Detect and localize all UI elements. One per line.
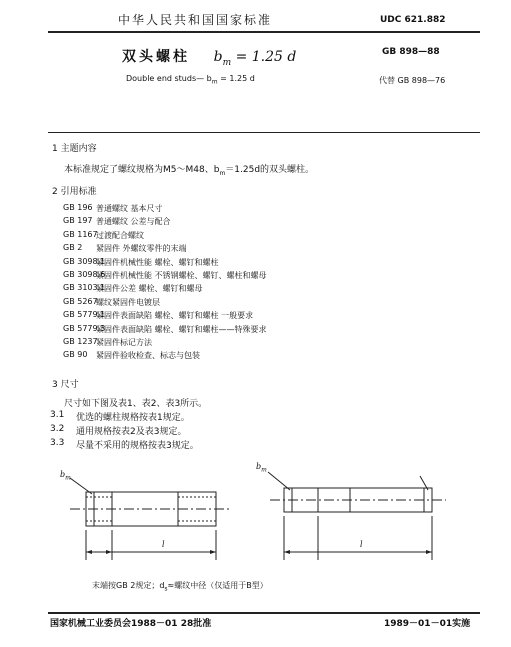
title-formula-b: b	[213, 49, 223, 65]
figure-note-sub: s	[164, 585, 168, 593]
reference-title: 螺纹紧固件电镀层	[96, 297, 160, 307]
reference-code: GB 90	[63, 350, 88, 360]
udc-code: UDC 621.882	[380, 15, 446, 25]
reference-code: GB 5267	[63, 296, 98, 306]
issuing-authority: 中华人民共和国国家标准	[118, 13, 273, 27]
dims-item-text: 尽量不采用的规格按表3规定。	[76, 441, 199, 451]
reference-code: GB 2	[63, 243, 83, 253]
figure-note	[92, 580, 268, 593]
reference-code: GB 5779.3	[63, 323, 106, 333]
dims-item-number: 3.2	[50, 424, 65, 434]
reference-code: GB 5779.1	[63, 310, 106, 320]
stud-type-b	[268, 472, 446, 560]
figure-note-rest: ≈螺纹中径（仅适用于B型）	[167, 581, 268, 590]
reference-title: 过渡配合螺纹	[96, 230, 144, 240]
section-refs-heading: 2 引用标准	[52, 187, 97, 197]
title-formula-sub: m	[222, 57, 232, 68]
replaces-standard: 代替 GB 898—76	[379, 76, 446, 85]
reference-code: GB 1167	[63, 229, 98, 239]
dims-item-number: 3.3	[50, 438, 65, 448]
left-callout-sub: m	[65, 474, 71, 482]
dim-l-right: l	[360, 540, 363, 549]
scope-text-sub: m	[219, 169, 226, 177]
reference-title: 紧固件标记方法	[96, 338, 152, 347]
standard-number: GB 898—88	[382, 47, 440, 57]
dims-intro: 尺寸如下图及表1、表2、表3所示。	[64, 399, 208, 409]
section-scope-heading: 1 主题内容	[52, 144, 97, 154]
scope-text-rest: ＝1.25d的双头螺柱。	[225, 165, 315, 175]
dim-l-left: l	[162, 540, 165, 549]
footer-rule	[48, 612, 480, 614]
dims-item-text: 通用规格按表2及表3规定。	[76, 427, 187, 437]
reference-code: GB 197	[63, 216, 93, 226]
reference-code: GB 3103.1	[63, 283, 106, 293]
reference-code: GB 196	[63, 203, 93, 212]
right-callout-b: b	[256, 462, 262, 471]
section-dims-heading: 3 尺寸	[52, 380, 79, 390]
dims-item-text: 优选的螺柱规格按表1规定。	[76, 413, 190, 423]
left-callout-label	[60, 470, 71, 482]
reference-title: 紧固件验收检查、标志与包装	[96, 351, 200, 361]
title-formula-rest: = 1.25 d	[231, 49, 297, 65]
dims-item-number: 3.1	[50, 410, 65, 420]
reference-title: 紧固件 外螺纹零件的末端	[96, 244, 187, 254]
title-chinese: 双头螺柱	[122, 49, 190, 65]
reference-code: GB 3098.1	[63, 256, 106, 266]
reference-title: 紧固件表面缺陷 螺栓、螺钉和螺柱 一般要求	[96, 311, 254, 321]
left-callout-b: b	[60, 470, 66, 479]
english-title-main: Double end studs— b	[126, 74, 212, 83]
reference-title: 紧固件机械性能 螺栓、螺钉和螺柱	[96, 257, 219, 267]
reference-title: 紧固件表面缺陷 螺栓、螺钉和螺柱——特殊要求	[96, 324, 267, 334]
scope-text-main: 本标准规定了螺纹规格为M5～M48、b	[64, 165, 220, 175]
stud-type-a	[70, 478, 230, 560]
reference-code: GB 1237	[63, 337, 98, 346]
reference-title: 普通螺纹 公差与配合	[96, 217, 171, 227]
reference-code: GB 3098.6	[63, 270, 106, 279]
approval-line: 国家机械工业委员会1988－01 28批准	[50, 619, 212, 629]
right-callout-sub: m	[261, 466, 267, 474]
english-title-sub: m	[211, 78, 218, 86]
reference-title: 紧固件机械性能 不锈钢螺栓、螺钉、螺柱和螺母	[96, 271, 267, 280]
right-callout-label	[256, 462, 267, 474]
figure-note-main: 末端按GB 2规定；d	[92, 581, 165, 590]
english-title-rest: = 1.25 d	[217, 74, 255, 83]
reference-title: 普通螺纹 基本尺寸	[96, 204, 163, 213]
effective-date: 1989－01－01实施	[384, 619, 471, 629]
reference-title: 紧固件公差 螺栓、螺钉和螺母	[96, 284, 203, 294]
